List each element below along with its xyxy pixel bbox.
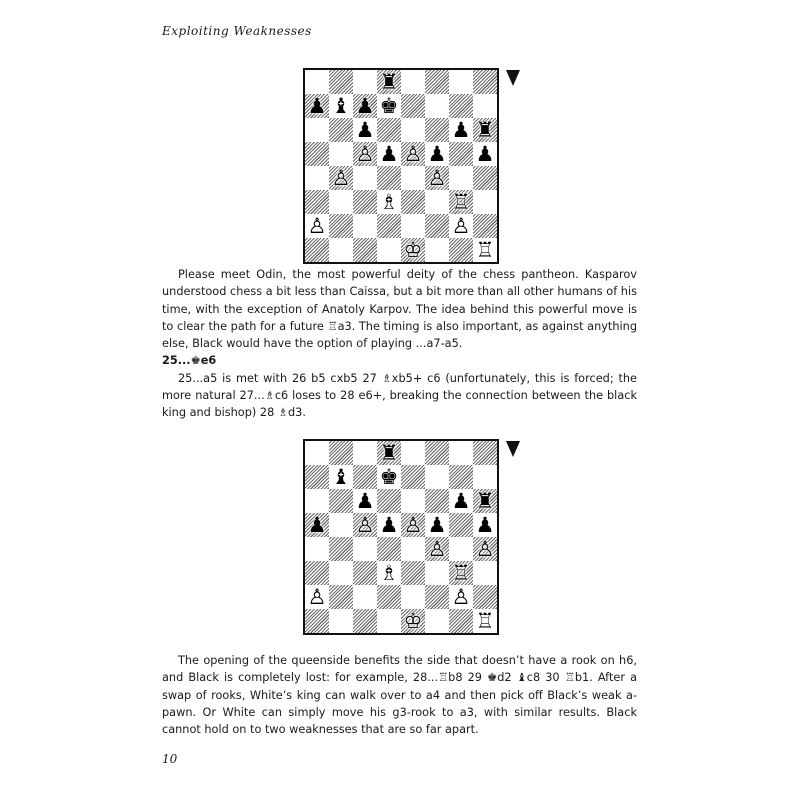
square-e1 [401, 238, 425, 262]
chess-diagram-2 [303, 439, 499, 635]
black-pawn-icon: ♟ [307, 513, 327, 537]
square-b6 [329, 489, 353, 513]
white-pawn-icon: ♙ [355, 513, 375, 537]
square-d6 [377, 118, 401, 142]
black-rook-icon: ♜ [475, 118, 495, 142]
square-h3 [473, 190, 497, 214]
square-h2 [473, 214, 497, 238]
square-a5 [305, 513, 329, 537]
square-h4 [473, 166, 497, 190]
square-g2 [449, 214, 473, 238]
white-pawn-icon: ♙ [307, 214, 327, 238]
black-rook-icon: ♜ [475, 489, 495, 513]
square-f6 [425, 489, 449, 513]
white-rook-icon: ♖ [451, 190, 471, 214]
move-line: 25...♚e6 [162, 354, 217, 368]
black-pawn-icon: ♟ [451, 118, 471, 142]
white-pawn-icon: ♙ [451, 214, 471, 238]
white-pawn-icon: ♙ [427, 537, 447, 561]
white-pawn-icon: ♙ [427, 166, 447, 190]
square-a6 [305, 489, 329, 513]
square-d7 [377, 94, 401, 118]
white-rook-icon: ♖ [475, 238, 495, 262]
square-a1 [305, 609, 329, 633]
black-bishop-icon: ♝ [331, 94, 351, 118]
black-rook-icon: ♜ [379, 441, 399, 465]
black-king-icon: ♚ [379, 94, 399, 118]
commentary-block-1 [162, 266, 637, 422]
paragraph-odin: Please meet Odin, the most powerful deity of the chess pantheon. Kasparov understood chess a bit less than Caissa, but a bit more than all other humans of his time, with the exception of Anatoly Karpov. The idea behind this powerful move is to clear the path for a future ♖a3. The timing is also important, as against anything else, Black would have the option of playing ...a7-a5. [162, 268, 637, 351]
black-king-icon: ♚ [379, 465, 399, 489]
black-pawn-icon: ♟ [475, 513, 495, 537]
square-f8 [425, 70, 449, 94]
square-c3 [353, 561, 377, 585]
square-a3 [305, 561, 329, 585]
square-h7 [473, 94, 497, 118]
square-h8 [473, 70, 497, 94]
square-e5 [401, 142, 425, 166]
white-king-icon: ♔ [403, 238, 423, 262]
square-h6 [473, 489, 497, 513]
square-f7 [425, 94, 449, 118]
black-bishop-icon: ♝ [331, 465, 351, 489]
square-b2 [329, 214, 353, 238]
square-g2 [449, 585, 473, 609]
white-bishop-icon: ♗ [379, 190, 399, 214]
square-h7 [473, 465, 497, 489]
paragraph-queenside: The opening of the queenside benefits the side that doesn’t have a rook on h6, and Black is completely lost: for example, 28...♖b8 29 ♚d2 ♝c8 30 ♖b1. After a swap of rooks, White’s king can walk over to a4 and then pick off Black’s weak a-pawn. Or White can simply move his g3-rook to a3, with similar results. Black cannot hold on to two weaknesses that are so far apart. [162, 654, 637, 737]
black-pawn-icon: ♟ [355, 118, 375, 142]
square-b1 [329, 609, 353, 633]
square-a7 [305, 465, 329, 489]
square-h6 [473, 118, 497, 142]
square-f3 [425, 190, 449, 214]
square-g7 [449, 465, 473, 489]
square-c2 [353, 214, 377, 238]
square-h2 [473, 585, 497, 609]
square-d1 [377, 609, 401, 633]
white-rook-icon: ♖ [475, 609, 495, 633]
square-e8 [401, 70, 425, 94]
square-h4 [473, 537, 497, 561]
square-d5 [377, 142, 401, 166]
square-b6 [329, 118, 353, 142]
square-c1 [353, 609, 377, 633]
square-f5 [425, 513, 449, 537]
white-pawn-icon: ♙ [307, 585, 327, 609]
square-h1 [473, 609, 497, 633]
black-pawn-icon: ♟ [427, 513, 447, 537]
square-d2 [377, 585, 401, 609]
square-a1 [305, 238, 329, 262]
square-d2 [377, 214, 401, 238]
square-d4 [377, 537, 401, 561]
square-a3 [305, 190, 329, 214]
square-d1 [377, 238, 401, 262]
square-e6 [401, 118, 425, 142]
page-number: 10 [162, 752, 178, 766]
square-b4 [329, 537, 353, 561]
square-e2 [401, 585, 425, 609]
square-g5 [449, 142, 473, 166]
square-e7 [401, 465, 425, 489]
square-b7 [329, 94, 353, 118]
square-d3 [377, 190, 401, 214]
square-h5 [473, 142, 497, 166]
square-e8 [401, 441, 425, 465]
square-b8 [329, 70, 353, 94]
square-e3 [401, 190, 425, 214]
square-c4 [353, 537, 377, 561]
black-pawn-icon: ♟ [379, 513, 399, 537]
white-pawn-icon: ♙ [451, 585, 471, 609]
square-d4 [377, 166, 401, 190]
white-pawn-icon: ♙ [355, 142, 375, 166]
black-pawn-icon: ♟ [427, 142, 447, 166]
square-h8 [473, 441, 497, 465]
square-e4 [401, 166, 425, 190]
square-b3 [329, 190, 353, 214]
square-b5 [329, 142, 353, 166]
square-f4 [425, 537, 449, 561]
square-d8 [377, 441, 401, 465]
square-d6 [377, 489, 401, 513]
white-king-icon: ♔ [403, 609, 423, 633]
square-a4 [305, 166, 329, 190]
black-pawn-icon: ♟ [355, 489, 375, 513]
square-g6 [449, 489, 473, 513]
white-bishop-icon: ♗ [379, 561, 399, 585]
square-e7 [401, 94, 425, 118]
square-a2 [305, 214, 329, 238]
white-pawn-icon: ♙ [403, 142, 423, 166]
black-to-move-triangle-icon [506, 70, 520, 86]
square-a8 [305, 70, 329, 94]
square-g1 [449, 238, 473, 262]
square-b3 [329, 561, 353, 585]
white-pawn-icon: ♙ [331, 166, 351, 190]
square-g3 [449, 561, 473, 585]
square-g1 [449, 609, 473, 633]
square-e6 [401, 489, 425, 513]
square-a7 [305, 94, 329, 118]
square-h3 [473, 561, 497, 585]
square-g6 [449, 118, 473, 142]
square-f7 [425, 465, 449, 489]
commentary-block-2 [162, 652, 637, 738]
black-pawn-icon: ♟ [475, 142, 495, 166]
square-a2 [305, 585, 329, 609]
white-pawn-icon: ♙ [403, 513, 423, 537]
square-c6 [353, 118, 377, 142]
square-a8 [305, 441, 329, 465]
square-b2 [329, 585, 353, 609]
square-g5 [449, 513, 473, 537]
square-f1 [425, 609, 449, 633]
square-c1 [353, 238, 377, 262]
square-b5 [329, 513, 353, 537]
square-c4 [353, 166, 377, 190]
white-pawn-icon: ♙ [475, 537, 495, 561]
square-c3 [353, 190, 377, 214]
square-f2 [425, 585, 449, 609]
square-c7 [353, 465, 377, 489]
white-rook-icon: ♖ [451, 561, 471, 585]
black-pawn-icon: ♟ [451, 489, 471, 513]
paragraph-variation: 25...a5 is met with 26 b5 cxb5 27 ♗xb5+ c6 (unfortunately, this is forced; the more natural 27...♗c6 loses to 28 e6+, breaking the connection between the black king and bishop) 28 ♗d3. [162, 371, 637, 420]
square-b8 [329, 441, 353, 465]
black-to-move-triangle-icon [506, 441, 520, 457]
square-f8 [425, 441, 449, 465]
square-g3 [449, 190, 473, 214]
square-b7 [329, 465, 353, 489]
square-c5 [353, 513, 377, 537]
square-g8 [449, 70, 473, 94]
square-f4 [425, 166, 449, 190]
square-a4 [305, 537, 329, 561]
square-c8 [353, 441, 377, 465]
square-f3 [425, 561, 449, 585]
square-f5 [425, 142, 449, 166]
square-b4 [329, 166, 353, 190]
square-e3 [401, 561, 425, 585]
square-g7 [449, 94, 473, 118]
square-c5 [353, 142, 377, 166]
square-c8 [353, 70, 377, 94]
square-c7 [353, 94, 377, 118]
square-c2 [353, 585, 377, 609]
square-h1 [473, 238, 497, 262]
square-g4 [449, 166, 473, 190]
square-f1 [425, 238, 449, 262]
square-e1 [401, 609, 425, 633]
square-a5 [305, 142, 329, 166]
square-h5 [473, 513, 497, 537]
square-e5 [401, 513, 425, 537]
square-a6 [305, 118, 329, 142]
square-d3 [377, 561, 401, 585]
chess-diagram-1 [303, 68, 499, 264]
square-g8 [449, 441, 473, 465]
square-e4 [401, 537, 425, 561]
square-d5 [377, 513, 401, 537]
square-g4 [449, 537, 473, 561]
square-b1 [329, 238, 353, 262]
square-d8 [377, 70, 401, 94]
black-pawn-icon: ♟ [379, 142, 399, 166]
black-rook-icon: ♜ [379, 70, 399, 94]
black-pawn-icon: ♟ [355, 94, 375, 118]
running-head: Exploiting Weaknesses [162, 24, 312, 38]
square-e2 [401, 214, 425, 238]
square-f2 [425, 214, 449, 238]
square-f6 [425, 118, 449, 142]
square-c6 [353, 489, 377, 513]
square-d7 [377, 465, 401, 489]
black-pawn-icon: ♟ [307, 94, 327, 118]
